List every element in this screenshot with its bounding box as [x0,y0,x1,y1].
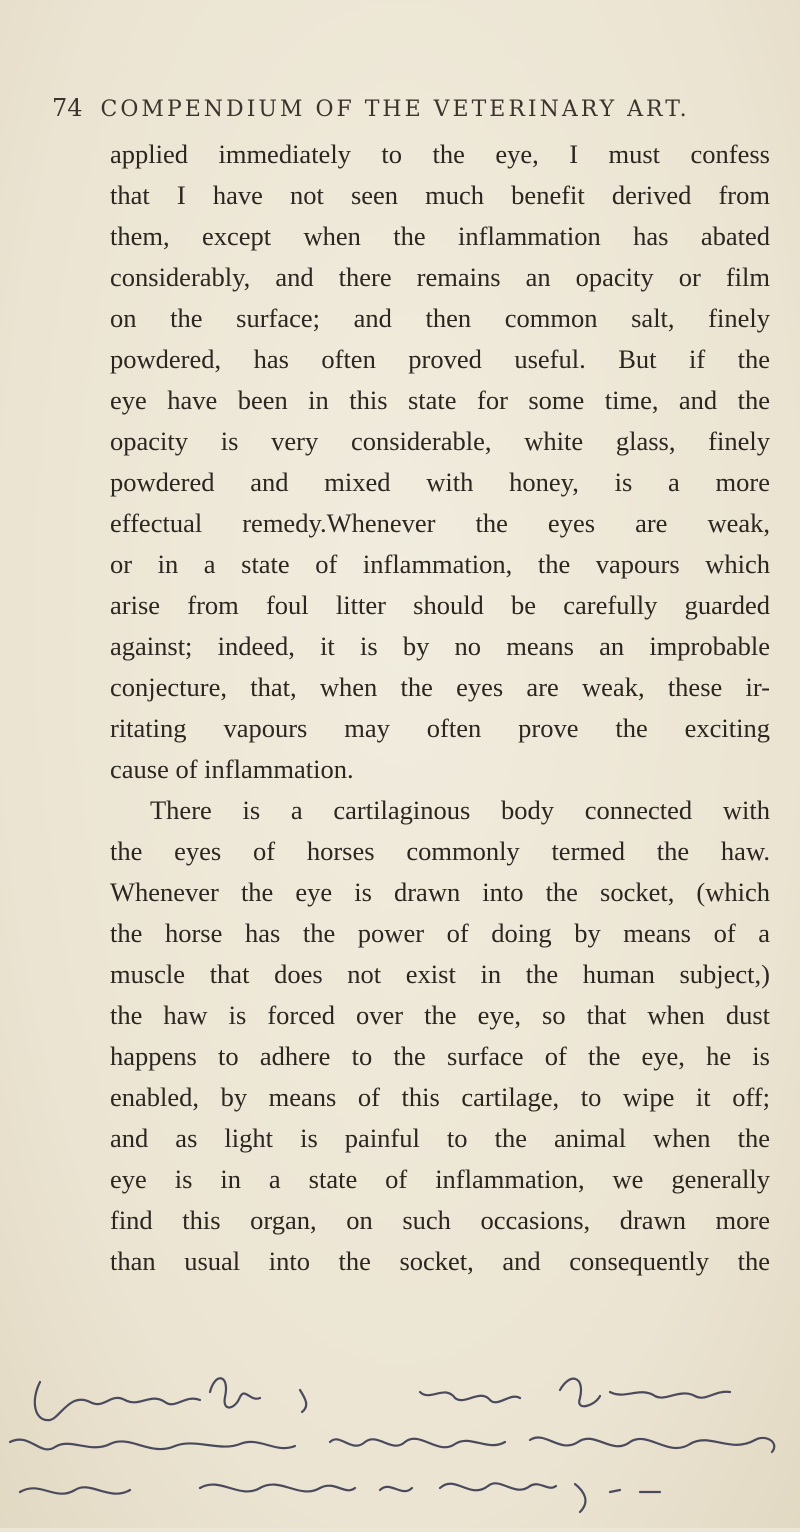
text-line: eye have been in this state for some time, and the [110,385,770,415]
text-line: applied immediately to the eye, I must confess [110,139,770,169]
text-line: find this organ, on such occasions, drawn more [110,1205,770,1235]
paragraph [110,790,770,1282]
text-line: and as light is painful to the animal when the [110,1123,770,1153]
text-line: conjecture, that, when the eyes are weak, these ir- [110,672,770,702]
text-line: that I have not seen much benefit derived from [110,180,770,210]
text-line: the eyes of horses commonly termed the haw. [110,836,770,866]
text-line: or in a state of inflammation, the vapours which [110,549,770,579]
text-line: powdered, has often proved useful. But if the [110,344,770,374]
body-text [110,134,770,1282]
text-line: arise from foul litter should be carefully guarded [110,590,770,620]
text-line: cause of inflammation. [110,754,354,784]
running-header [52,94,752,122]
handwritten-annotation [0,1362,800,1528]
text-line: the horse has the power of doing by means of a [110,918,770,948]
text-line: Whenever the eye is drawn into the socket, (which [110,877,770,907]
text-line: enabled, by means of this cartilage, to wipe it off; [110,1082,770,1112]
text-line: happens to adhere to the surface of the eye, he is [110,1041,770,1071]
running-title: COMPENDIUM OF THE VETERINARY ART. [100,97,690,122]
paragraph [110,134,770,790]
text-line: considerably, and there remains an opacity or film [110,262,770,292]
text-line: them, except when the inflammation has abated [110,221,770,251]
text-line: than usual into the socket, and consequently the [110,1246,770,1276]
text-line: eye is in a state of inflammation, we generally [110,1164,770,1194]
text-line: effectual remedy.Whenever the eyes are weak, [110,508,770,538]
text-line: against; indeed, it is by no means an improbable [110,631,770,661]
page-number: 74 [52,94,83,122]
text-line: powdered and mixed with honey, is a more [110,467,770,497]
text-line: muscle that does not exist in the human subject,) [110,959,770,989]
handwriting-scribble [0,1362,800,1528]
text-line: ritating vapours may often prove the exciting [110,713,770,743]
text-line: There is a cartilaginous body connected with [150,795,770,825]
text-line: opacity is very considerable, white glass, finely [110,426,770,456]
text-line: the haw is forced over the eye, so that when dust [110,1000,770,1030]
text-line: on the surface; and then common salt, finely [110,303,770,333]
